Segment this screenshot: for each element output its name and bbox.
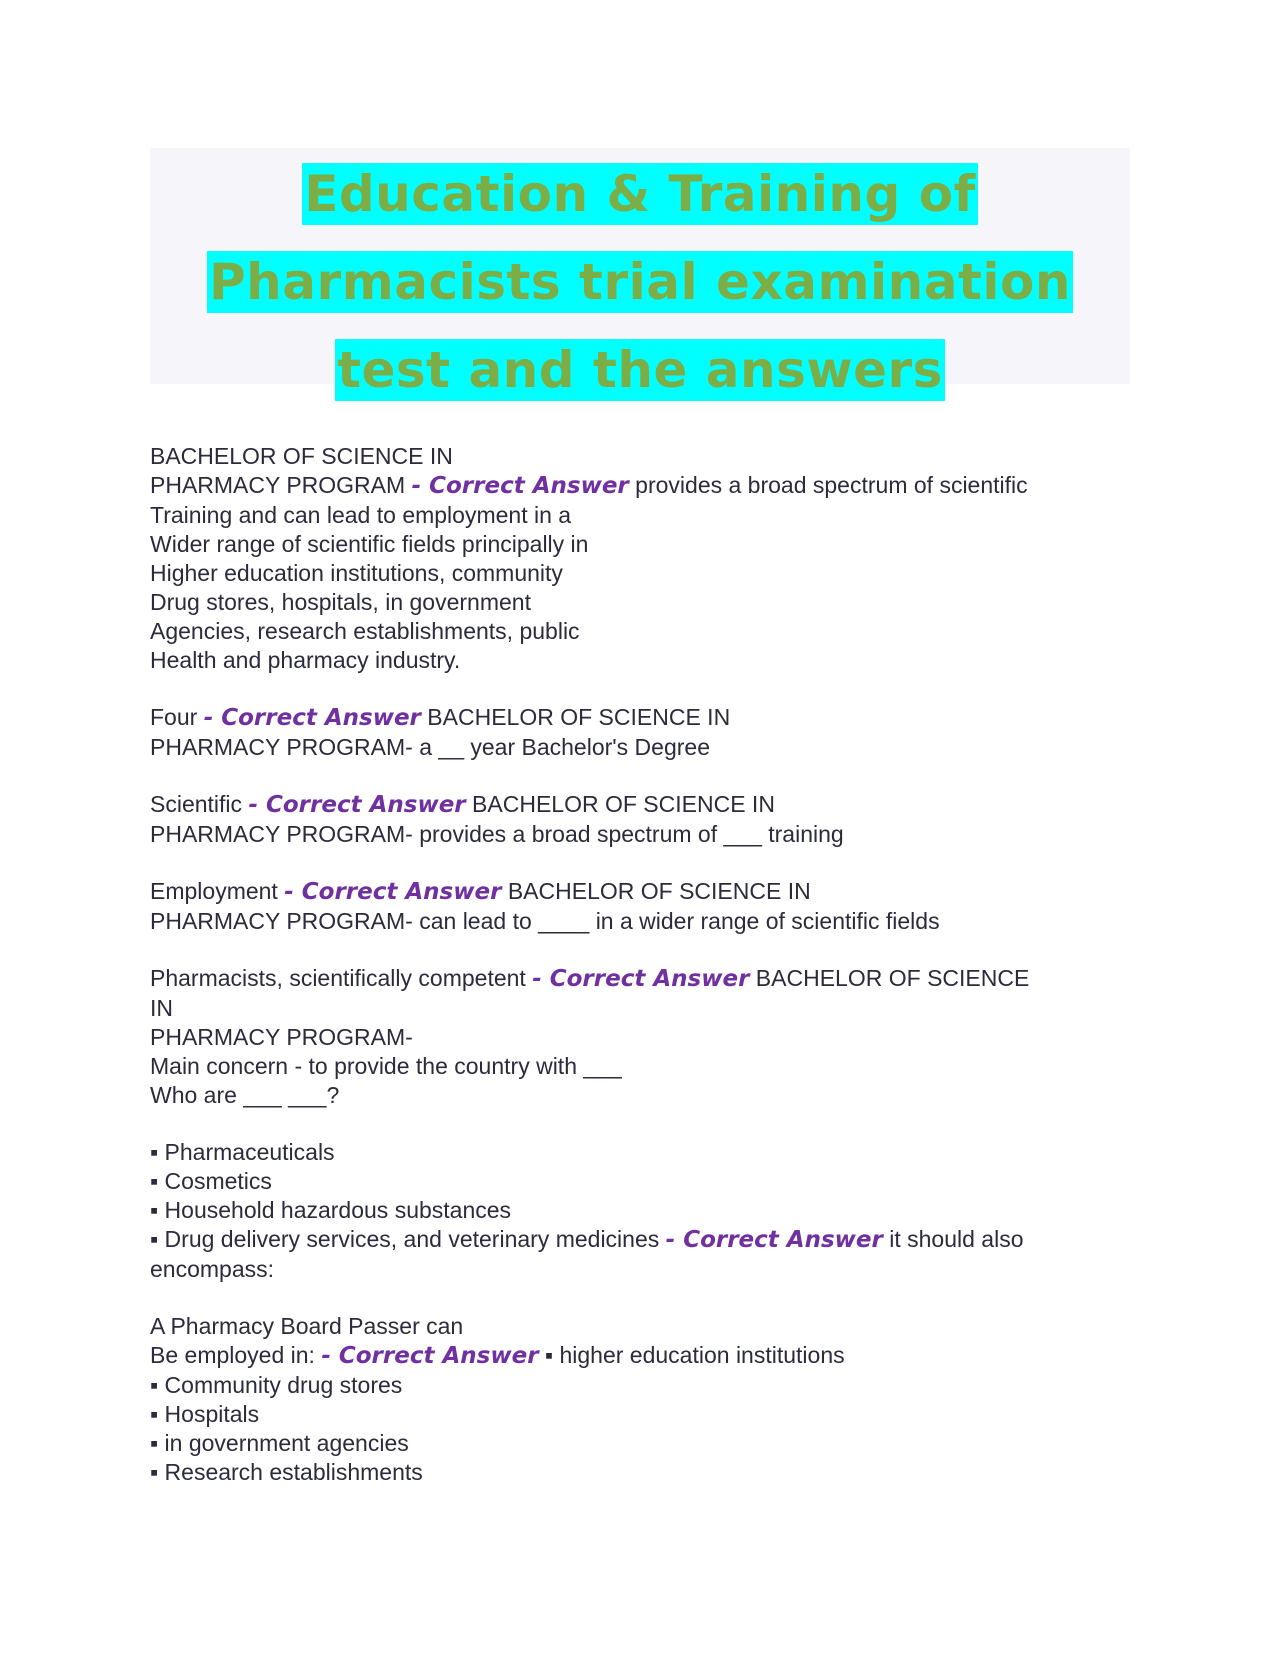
title-text-3: test and the answers bbox=[337, 341, 943, 399]
qa-text: ▪ Pharmaceuticals bbox=[150, 1139, 335, 1165]
qa-line bbox=[150, 588, 1130, 617]
qa-line bbox=[150, 1255, 1130, 1284]
qa-line bbox=[150, 964, 1130, 994]
qa-line bbox=[150, 1312, 1130, 1341]
qa-text: ▪ Hospitals bbox=[150, 1401, 260, 1427]
qa-line bbox=[150, 733, 1130, 762]
title-text-2: Pharmacists trial examination bbox=[208, 253, 1072, 311]
qa-line bbox=[150, 471, 1130, 501]
correct-answer-marker: - Correct Answer bbox=[411, 473, 629, 499]
qa-text: Agencies, research establishments, public bbox=[150, 618, 580, 644]
qa-line bbox=[150, 820, 1130, 849]
qa-text: ▪ Drug delivery services, and veterinary medicines bbox=[150, 1226, 666, 1252]
qa-text: provides a broad spectrum of scientific bbox=[628, 472, 1028, 498]
title-text-1: Education & Training of bbox=[304, 165, 976, 223]
qa-text: Health and pharmacy industry. bbox=[150, 647, 461, 673]
qa-text: ▪ Research establishments bbox=[150, 1459, 423, 1485]
qa-line bbox=[150, 1341, 1130, 1371]
qa-text: ▪ Community drug stores bbox=[150, 1372, 403, 1398]
qa-line bbox=[150, 442, 1130, 471]
qa-text: PHARMACY PROGRAM- bbox=[150, 1024, 413, 1050]
qa-text: Higher education institutions, community bbox=[150, 560, 563, 586]
qa-text: IN bbox=[150, 995, 173, 1021]
title-block bbox=[150, 148, 1130, 399]
qa-line bbox=[150, 1052, 1130, 1081]
qa-text: PHARMACY PROGRAM- can lead to ____ in a wider range of scientific fields bbox=[150, 908, 940, 934]
qa-text: Main concern - to provide the country with ___ bbox=[150, 1053, 622, 1079]
qa-line bbox=[150, 559, 1130, 588]
qa-entry bbox=[150, 1138, 1130, 1284]
qa-line bbox=[150, 501, 1130, 530]
qa-text: BACHELOR OF SCIENCE IN bbox=[420, 704, 731, 730]
qa-line bbox=[150, 907, 1130, 936]
qa-line bbox=[150, 994, 1130, 1023]
correct-answer-marker: - Correct Answer bbox=[665, 1227, 883, 1253]
correct-answer-marker: - Correct Answer bbox=[532, 966, 750, 992]
qa-text: PHARMACY PROGRAM- a __ year Bachelor's Degree bbox=[150, 734, 710, 760]
qa-text: PHARMACY PROGRAM- provides a broad spectrum of ___ training bbox=[150, 821, 844, 847]
qa-text: Training and can lead to employment in a bbox=[150, 502, 572, 528]
correct-answer-marker: - Correct Answer bbox=[248, 792, 466, 818]
qa-entry bbox=[150, 1312, 1130, 1487]
qa-text: Drug stores, hospitals, in government bbox=[150, 589, 531, 615]
qa-line bbox=[150, 1458, 1130, 1487]
qa-line bbox=[150, 1429, 1130, 1458]
qa-entry bbox=[150, 442, 1130, 675]
qa-text: BACHELOR OF SCIENCE IN bbox=[465, 791, 775, 817]
qa-line bbox=[150, 1167, 1130, 1196]
correct-answer-marker: - Correct Answer bbox=[203, 705, 421, 731]
qa-text: Wider range of scientific fields principally in bbox=[150, 531, 589, 557]
qa-text: encompass: bbox=[150, 1256, 275, 1282]
qa-content bbox=[150, 442, 1130, 1487]
qa-line bbox=[150, 617, 1130, 646]
qa-line bbox=[150, 1371, 1130, 1400]
title-line-3 bbox=[150, 326, 1130, 414]
qa-entry bbox=[150, 877, 1130, 936]
qa-text: BACHELOR OF SCIENCE IN bbox=[150, 443, 453, 469]
title-line-1 bbox=[150, 150, 1130, 238]
qa-text: Employment bbox=[150, 878, 285, 904]
qa-entry bbox=[150, 703, 1130, 762]
qa-text: ▪ in government agencies bbox=[150, 1430, 409, 1456]
qa-text: Pharmacists, scientifically competent bbox=[150, 965, 533, 991]
qa-text: ▪ higher education institutions bbox=[538, 1342, 845, 1368]
qa-line bbox=[150, 1138, 1130, 1167]
qa-text: it should also bbox=[882, 1226, 1024, 1252]
qa-line bbox=[150, 530, 1130, 559]
qa-text: A Pharmacy Board Passer can bbox=[150, 1313, 464, 1339]
qa-entry bbox=[150, 964, 1130, 1110]
title-line-2 bbox=[150, 238, 1130, 326]
qa-line bbox=[150, 1081, 1130, 1110]
qa-line bbox=[150, 1023, 1130, 1052]
qa-text: BACHELOR OF SCIENCE IN bbox=[501, 878, 811, 904]
qa-line bbox=[150, 1225, 1130, 1255]
qa-text: PHARMACY PROGRAM bbox=[150, 472, 412, 498]
qa-line bbox=[150, 790, 1130, 820]
qa-text: ▪ Cosmetics bbox=[150, 1168, 272, 1194]
qa-line bbox=[150, 703, 1130, 733]
qa-text: ▪ Household hazardous substances bbox=[150, 1197, 512, 1223]
correct-answer-marker: - Correct Answer bbox=[284, 879, 502, 905]
qa-line bbox=[150, 1400, 1130, 1429]
correct-answer-marker: - Correct Answer bbox=[321, 1343, 539, 1369]
qa-text: Scientific bbox=[150, 791, 249, 817]
qa-line bbox=[150, 877, 1130, 907]
document-page bbox=[150, 148, 1130, 1515]
qa-text: Who are ___ ___? bbox=[150, 1082, 340, 1108]
qa-text: Be employed in: bbox=[150, 1342, 322, 1368]
qa-line bbox=[150, 646, 1130, 675]
qa-text: Four bbox=[150, 704, 204, 730]
qa-entry bbox=[150, 790, 1130, 849]
qa-text: BACHELOR OF SCIENCE bbox=[749, 965, 1030, 991]
qa-line bbox=[150, 1196, 1130, 1225]
